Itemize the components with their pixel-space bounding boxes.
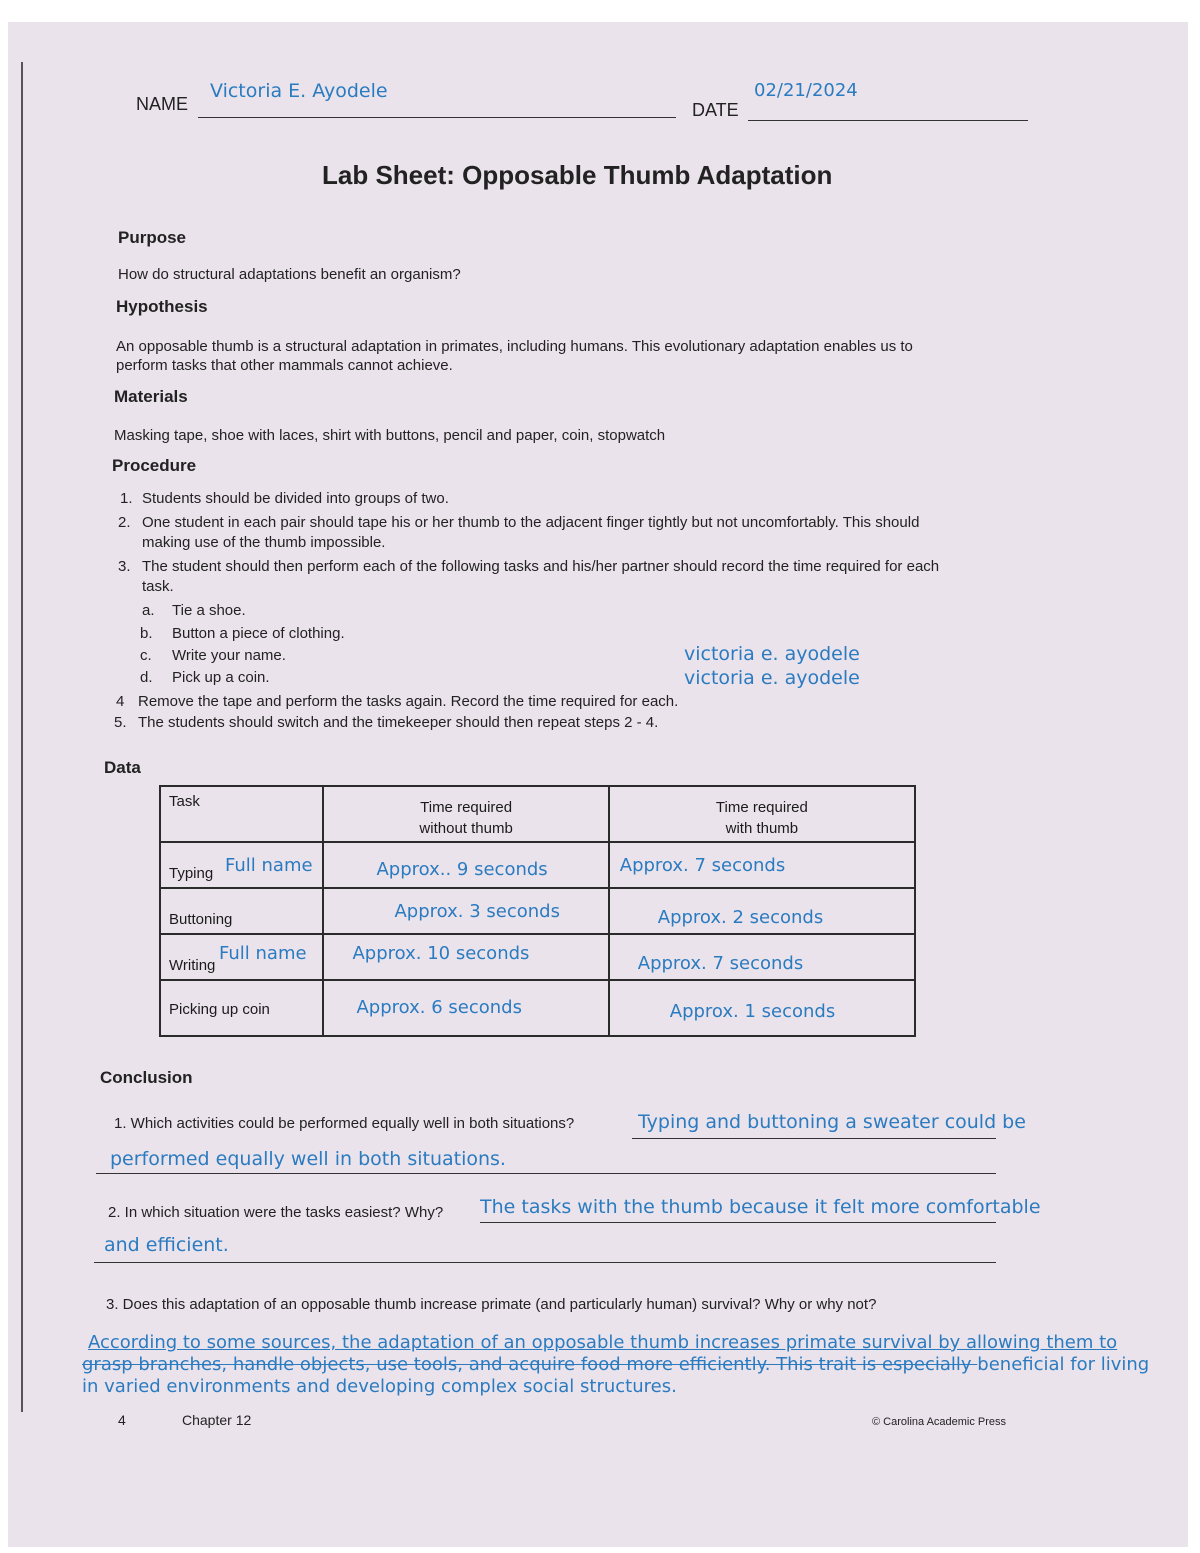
time-with-value: Approx. 1 seconds — [669, 1001, 836, 1022]
time-without-cell — [323, 980, 608, 1036]
handwritten-name-d: victoria e. ayodele — [684, 667, 860, 689]
step-text: The student should then perform each of the following tasks and his/her partner should record the time required for each — [142, 558, 940, 575]
substep-letter: a. — [142, 602, 155, 619]
answer-3-line-2-end: beneficial for living — [977, 1354, 1150, 1375]
answer-line — [96, 1173, 996, 1174]
step-text: Remove the tape and perform the tasks again. Record the time required for each. — [138, 693, 679, 710]
date-line — [748, 120, 1028, 121]
handwritten-name-c: victoria e. ayodele — [684, 643, 860, 665]
time-with-cell — [609, 842, 915, 888]
substep-letter: d. — [140, 669, 153, 686]
time-with-value: Approx. 7 seconds — [637, 953, 804, 974]
task-cell — [160, 934, 323, 980]
name-line — [198, 117, 676, 118]
header-without-line2: without thumb — [419, 820, 513, 837]
lab-sheet-page — [8, 22, 1188, 1547]
name-value: Victoria E. Ayodele — [210, 80, 388, 102]
substep-text: Write your name. — [172, 647, 286, 664]
header-with-line1: Time required — [715, 799, 808, 816]
date-label: DATE — [692, 100, 739, 120]
time-without-value: Approx. 3 seconds — [394, 901, 560, 922]
step-text-continued: task. — [142, 578, 174, 595]
table-header-row — [160, 786, 915, 842]
purpose-heading: Purpose — [118, 228, 187, 247]
task-label: Writing — [169, 957, 216, 974]
header-with-line2: with thumb — [725, 820, 799, 837]
answer-1-line-1: Typing and buttoning a sweater could be — [638, 1111, 1026, 1133]
step-number: 5. — [114, 714, 127, 731]
substep-text: Tie a shoe. — [172, 602, 246, 619]
answer-3-line-2 — [82, 1354, 1149, 1375]
substep-letter: c. — [140, 647, 152, 664]
step-text: The students should switch and the timekeeper should then repeat steps 2 - 4. — [138, 714, 659, 731]
time-with-value: Approx. 7 seconds — [619, 855, 786, 876]
purpose-text: How do structural adaptations benefit an organism? — [118, 266, 461, 283]
time-with-cell — [609, 888, 915, 934]
task-cell — [160, 980, 323, 1036]
data-heading: Data — [104, 758, 141, 777]
conclusion-heading: Conclusion — [100, 1068, 193, 1087]
table-row — [160, 980, 915, 1036]
substep-text: Pick up a coin. — [172, 669, 270, 686]
table-row — [160, 888, 915, 934]
question-2: 2. In which situation were the tasks easiest? Why? — [108, 1204, 444, 1221]
answer-line — [94, 1262, 996, 1263]
task-label: Buttoning — [169, 911, 233, 928]
time-with-cell — [609, 934, 915, 980]
materials-text: Masking tape, shoe with laces, shirt with buttons, pencil and paper, coin, stopwatch — [114, 427, 666, 444]
table-header-cell — [160, 786, 323, 842]
time-without-value: Approx. 10 seconds — [352, 943, 530, 964]
scan-margin-line — [21, 62, 23, 1412]
page-title: Lab Sheet: Opposable Thumb Adaptation — [322, 160, 833, 190]
step-text: One student in each pair should tape his or her thumb to the adjacent finger tightly but not uncomfortably. This should — [142, 514, 920, 531]
task-label: Typing — [169, 865, 214, 882]
answer-3-line-3: in varied environments and developing complex social structures. — [82, 1376, 677, 1397]
question-1: 1. Which activities could be performed equally well in both situations? — [114, 1115, 575, 1132]
publisher-credit: © Carolina Academic Press — [872, 1416, 1007, 1428]
task-cell — [160, 888, 323, 934]
time-without-cell — [323, 934, 608, 980]
date-value: 02/21/2024 — [754, 80, 858, 101]
time-without-value: Approx.. 9 seconds — [376, 859, 548, 880]
substep-text: Button a piece of clothing. — [172, 625, 345, 642]
time-without-cell — [323, 888, 608, 934]
table-row — [160, 842, 915, 888]
answer-3-line-1: According to some sources, the adaptation of an opposable thumb increases primate survival by allowing them to — [88, 1332, 1118, 1353]
task-note: Full name — [225, 855, 313, 876]
chapter-label: Chapter 12 — [182, 1412, 252, 1428]
substep-letter: b. — [140, 625, 153, 642]
name-label: NAME — [136, 94, 189, 114]
data-table — [159, 785, 916, 1037]
page-number: 4 — [118, 1412, 126, 1428]
time-without-value: Approx. 6 seconds — [356, 997, 522, 1018]
answer-1-line-2: performed equally well in both situations. — [110, 1148, 506, 1170]
answer-line — [480, 1222, 996, 1223]
task-note: Full name — [219, 943, 307, 964]
step-number: 2. — [118, 514, 131, 531]
question-3: 3. Does this adaptation of an opposable thumb increase primate (and particularly human) survival? Why or why not? — [106, 1296, 877, 1313]
table-header-cell — [609, 786, 915, 842]
answer-2-line-1: The tasks with the thumb because it felt more comfortable — [480, 1196, 1041, 1218]
time-with-cell — [609, 980, 915, 1036]
hypothesis-line-1: An opposable thumb is a structural adaptation in primates, including humans. This evolutionary adaptation enables us to — [116, 338, 913, 355]
step-text: Students should be divided into groups of two. — [142, 490, 449, 507]
time-without-cell — [323, 842, 608, 888]
time-with-value: Approx. 2 seconds — [657, 907, 824, 928]
answer-2-line-2: and efficient. — [104, 1234, 229, 1256]
step-number: 1. — [120, 490, 133, 507]
step-number: 4 — [116, 693, 125, 710]
header-task: Task — [169, 793, 200, 810]
answer-line — [632, 1138, 996, 1139]
table-header-cell — [323, 786, 608, 842]
procedure-heading: Procedure — [112, 456, 197, 475]
step-text-continued: making use of the thumb impossible. — [142, 534, 386, 551]
task-cell — [160, 842, 323, 888]
materials-heading: Materials — [114, 387, 188, 406]
hypothesis-line-2: perform tasks that other mammals cannot achieve. — [116, 357, 453, 374]
hypothesis-heading: Hypothesis — [116, 297, 208, 316]
task-label: Picking up coin — [169, 1001, 270, 1018]
step-number: 3. — [118, 558, 131, 575]
answer-3-line-2-struck: grasp branches, handle objects, use tools, and acquire food more efficiently. This trait is especially — [82, 1354, 978, 1375]
table-row — [160, 934, 915, 980]
header-without-line1: Time required — [420, 799, 513, 816]
